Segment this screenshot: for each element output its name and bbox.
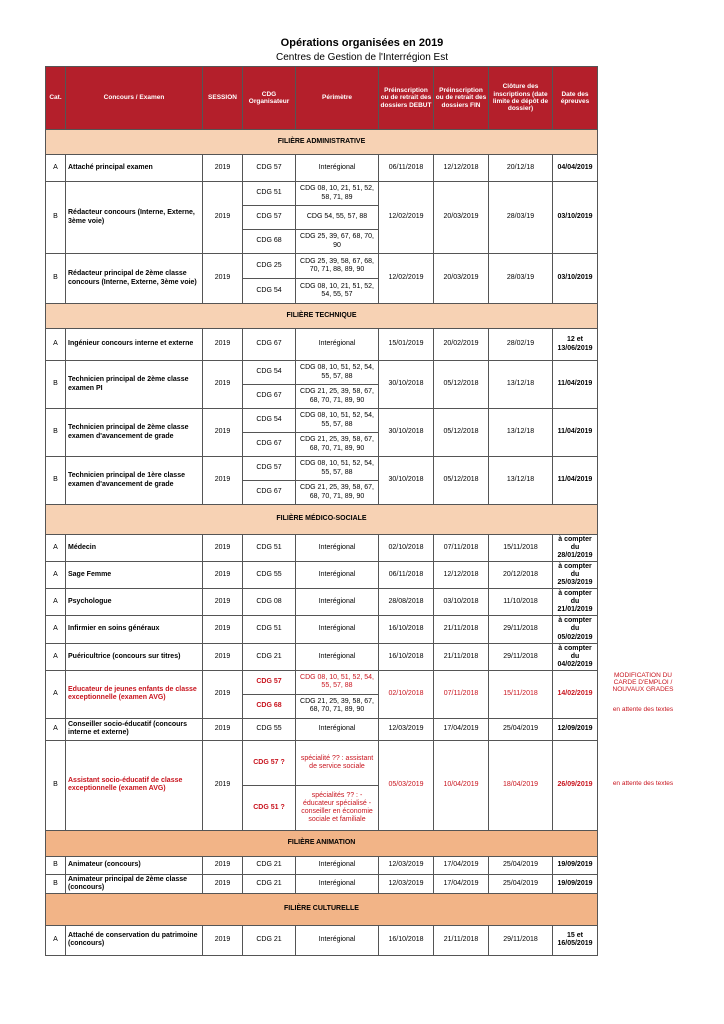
cloture-cell: 11/10/2018 [489, 589, 553, 616]
debut-cell: 06/11/2018 [379, 155, 434, 182]
cloture-cell: 28/03/19 [489, 254, 553, 304]
fin-cell: 21/11/2018 [434, 643, 489, 670]
cdg-cell: CDG 57 [243, 155, 296, 182]
cat-cell: B [46, 457, 66, 505]
debut-cell: 12/03/2019 [379, 856, 434, 874]
date-cell: 19/09/2019 [553, 874, 598, 893]
concours-name: Animateur (concours) [66, 856, 203, 874]
perimetre-cell: Interégional [296, 562, 379, 589]
cdg-cell: CDG 21 [243, 925, 296, 955]
section-title: FILIÈRE ANIMATION [46, 830, 598, 856]
perimetre-cell: Interégional [296, 856, 379, 874]
section-row-admin [46, 130, 598, 155]
fin-cell: 07/11/2018 [434, 670, 489, 718]
cat-cell: B [46, 182, 66, 254]
debut-cell: 02/10/2018 [379, 670, 434, 718]
cat-cell: B [46, 856, 66, 874]
date-cell: à compter du 21/01/2019 [553, 589, 598, 616]
concours-name: Attaché principal examen [66, 155, 203, 182]
fin-cell: 17/04/2019 [434, 856, 489, 874]
date-cell: 12/09/2019 [553, 718, 598, 740]
session-cell: 2019 [203, 856, 243, 874]
perimetre-cell: CDG 25, 39, 58, 67, 68, 70, 71, 88, 89, 90 [296, 254, 379, 279]
table-row [46, 361, 598, 385]
table-row [46, 589, 598, 616]
header-perimetre: Périmètre [296, 67, 379, 130]
table-row [46, 874, 598, 893]
fin-cell: 21/11/2018 [434, 925, 489, 955]
fin-cell: 12/12/2018 [434, 155, 489, 182]
debut-cell: 16/10/2018 [379, 643, 434, 670]
perimetre-cell: Interégional [296, 874, 379, 893]
cloture-cell: 29/11/2018 [489, 643, 553, 670]
operations-table [45, 66, 598, 956]
fin-cell: 17/04/2019 [434, 718, 489, 740]
table-row [46, 182, 598, 206]
cdg-cell: CDG 54 [243, 361, 296, 385]
perimetre-cell: Interégional [296, 535, 379, 562]
cloture-cell: 25/04/2019 [489, 874, 553, 893]
cdg-cell: CDG 67 [243, 329, 296, 361]
table-row [46, 718, 598, 740]
table-row [46, 670, 598, 694]
concours-name: Technicien principal de 1ère classe examen d'avancement de grade [66, 457, 203, 505]
table-row [46, 643, 598, 670]
section-title: FILIÈRE TECHNIQUE [46, 304, 598, 329]
table-row [46, 856, 598, 874]
cdg-cell: CDG 51 [243, 535, 296, 562]
session-cell: 2019 [203, 616, 243, 643]
table-row [46, 535, 598, 562]
perimetre-cell: CDG 08, 10, 51, 52, 54, 55, 57, 88 [296, 457, 379, 481]
table-row [46, 616, 598, 643]
concours-name: Puéricultrice (concours sur titres) [66, 643, 203, 670]
cat-cell: A [46, 925, 66, 955]
date-cell: 14/02/2019 [553, 670, 598, 718]
header-cat: Cat. [46, 67, 66, 130]
section-row-medico [46, 505, 598, 535]
fin-cell: 17/04/2019 [434, 874, 489, 893]
date-cell: 11/04/2019 [553, 409, 598, 457]
fin-cell: 07/11/2018 [434, 535, 489, 562]
debut-cell: 30/10/2018 [379, 361, 434, 409]
fin-cell: 12/12/2018 [434, 562, 489, 589]
cat-cell: A [46, 562, 66, 589]
session-cell: 2019 [203, 670, 243, 718]
debut-cell: 16/10/2018 [379, 925, 434, 955]
date-cell: 15 et 16/05/2019 [553, 925, 598, 955]
cdg-cell: CDG 25 [243, 254, 296, 279]
cdg-cell: CDG 51 ? [243, 785, 296, 830]
cat-cell: A [46, 589, 66, 616]
perimetre-cell: CDG 54, 55, 57, 88 [296, 206, 379, 230]
concours-name: Assistant socio-éducatif de classe exceptionnelle (examen AVG) [66, 740, 203, 830]
page-subtitle: Centres de Gestion de l'Interrégion Est [275, 52, 448, 63]
perimetre-cell: CDG 21, 25, 39, 58, 67, 68, 70, 71, 89, 90 [296, 481, 379, 505]
cdg-cell: CDG 55 [243, 562, 296, 589]
cat-cell: B [46, 874, 66, 893]
concours-name: Educateur de jeunes enfants de classe exceptionnelle (examen AVG) [66, 670, 203, 718]
cat-cell: B [46, 254, 66, 304]
cloture-cell: 15/11/2018 [489, 535, 553, 562]
cdg-cell: CDG 57 [243, 206, 296, 230]
perimetre-cell: spécialités ?? : - éducateur spécialisé - conseiller en économie sociale et familiale [296, 785, 379, 830]
cloture-cell: 28/03/19 [489, 182, 553, 254]
table-row [46, 155, 598, 182]
session-cell: 2019 [203, 643, 243, 670]
fin-cell: 10/04/2019 [434, 740, 489, 830]
cdg-cell: CDG 54 [243, 409, 296, 433]
perimetre-cell: Interégional [296, 155, 379, 182]
cat-cell: B [46, 409, 66, 457]
debut-cell: 06/11/2018 [379, 562, 434, 589]
debut-cell: 28/08/2018 [379, 589, 434, 616]
perimetre-cell: spécialité ?? : assistant de service sociale [296, 740, 379, 785]
cloture-cell: 20/12/2018 [489, 562, 553, 589]
cdg-cell: CDG 67 [243, 433, 296, 457]
perimetre-cell: Interégional [296, 589, 379, 616]
fin-cell: 20/03/2019 [434, 254, 489, 304]
debut-cell: 16/10/2018 [379, 616, 434, 643]
date-cell: 03/10/2019 [553, 254, 598, 304]
header-fin: Préinscription ou de retrait des dossiers FIN [434, 67, 489, 130]
debut-cell: 30/10/2018 [379, 409, 434, 457]
cdg-cell: CDG 67 [243, 385, 296, 409]
session-cell: 2019 [203, 740, 243, 830]
section-row-cult [46, 893, 598, 925]
header-concours: Concours / Examen [66, 67, 203, 130]
assistant-note-attente: en attente des textes [612, 780, 674, 788]
session-cell: 2019 [203, 457, 243, 505]
educateur-note-modification: MODIFICATION DU CARDE D'EMPLOI / NOUVAUX GRADES [612, 672, 674, 694]
debut-cell: 12/03/2019 [379, 874, 434, 893]
debut-cell: 12/02/2019 [379, 182, 434, 254]
perimetre-cell: CDG 08, 10, 21, 51, 52, 54, 55, 57 [296, 279, 379, 304]
concours-name: Psychologue [66, 589, 203, 616]
perimetre-cell: CDG 08, 10, 51, 52, 54, 55, 57, 88 [296, 670, 379, 694]
cloture-cell: 25/04/2019 [489, 856, 553, 874]
session-cell: 2019 [203, 718, 243, 740]
cat-cell: A [46, 535, 66, 562]
cloture-cell: 13/12/18 [489, 409, 553, 457]
debut-cell: 15/01/2019 [379, 329, 434, 361]
section-title: FILIÈRE MÉDICO-SOCIALE [46, 505, 598, 535]
section-row-tech [46, 304, 598, 329]
session-cell: 2019 [203, 535, 243, 562]
section-row-anim [46, 830, 598, 856]
cloture-cell: 25/04/2019 [489, 718, 553, 740]
perimetre-cell: CDG 21, 25, 39, 58, 67, 68, 70, 71, 89, 90 [296, 694, 379, 718]
cat-cell: A [46, 155, 66, 182]
cloture-cell: 29/11/2018 [489, 616, 553, 643]
cat-cell: B [46, 361, 66, 409]
session-cell: 2019 [203, 329, 243, 361]
header-date: Date des épreuves [553, 67, 598, 130]
fin-cell: 05/12/2018 [434, 457, 489, 505]
cdg-cell: CDG 08 [243, 589, 296, 616]
cat-cell: A [46, 718, 66, 740]
table-row [46, 740, 598, 785]
concours-name: Technicien principal de 2ème classe examen PI [66, 361, 203, 409]
date-cell: 11/04/2019 [553, 361, 598, 409]
table-row [46, 329, 598, 361]
perimetre-cell: CDG 21, 25, 39, 58, 67, 68, 70, 71, 89, 90 [296, 433, 379, 457]
fin-cell: 20/02/2019 [434, 329, 489, 361]
session-cell: 2019 [203, 155, 243, 182]
cdg-cell: CDG 57 ? [243, 740, 296, 785]
table-row [46, 254, 598, 279]
cdg-cell: CDG 51 [243, 182, 296, 206]
cdg-cell: CDG 57 [243, 457, 296, 481]
concours-name: Ingénieur concours interne et externe [66, 329, 203, 361]
cloture-cell: 15/11/2018 [489, 670, 553, 718]
fin-cell: 03/10/2018 [434, 589, 489, 616]
concours-name: Médecin [66, 535, 203, 562]
session-cell: 2019 [203, 874, 243, 893]
header-debut: Préinscription ou de retrait des dossiers DEBUT [379, 67, 434, 130]
perimetre-cell: CDG 08, 10, 21, 51, 52, 58, 71, 89 [296, 182, 379, 206]
concours-name: Animateur principal de 2ème classe (concours) [66, 874, 203, 893]
perimetre-cell: CDG 08, 10, 51, 52, 54, 55, 57, 88 [296, 361, 379, 385]
fin-cell: 20/03/2019 [434, 182, 489, 254]
cdg-cell: CDG 55 [243, 718, 296, 740]
cdg-cell: CDG 21 [243, 643, 296, 670]
cdg-cell: CDG 21 [243, 856, 296, 874]
perimetre-cell: CDG 25, 39, 67, 68, 70, 90 [296, 230, 379, 254]
cloture-cell: 13/12/18 [489, 361, 553, 409]
session-cell: 2019 [203, 409, 243, 457]
concours-name: Technicien principal de 2ème classe examen d'avancement de grade [66, 409, 203, 457]
date-cell: à compter du 25/03/2019 [553, 562, 598, 589]
cdg-cell: CDG 51 [243, 616, 296, 643]
cat-cell: B [46, 740, 66, 830]
session-cell: 2019 [203, 361, 243, 409]
perimetre-cell: CDG 08, 10, 51, 52, 54, 55, 57, 88 [296, 409, 379, 433]
concours-name: Rédacteur principal de 2ème classe concours (Interne, Externe, 3ème voie) [66, 254, 203, 304]
concours-name: Attaché de conservation du patrimoine (concours) [66, 925, 203, 955]
date-cell: à compter du 28/01/2019 [553, 535, 598, 562]
cat-cell: A [46, 616, 66, 643]
header-cloture: Clôture des inscriptions (date limite de dépôt de dossier) [489, 67, 553, 130]
cloture-cell: 18/04/2019 [489, 740, 553, 830]
cloture-cell: 28/02/19 [489, 329, 553, 361]
concours-name: Conseiller socio-éducatif (concours interne et externe) [66, 718, 203, 740]
page-title: Opérations organisées en 2019 [280, 37, 444, 49]
perimetre-cell: Interégional [296, 718, 379, 740]
header-cdg: CDG Organisateur [243, 67, 296, 130]
debut-cell: 02/10/2018 [379, 535, 434, 562]
header-row [46, 67, 598, 130]
cdg-cell: CDG 67 [243, 481, 296, 505]
debut-cell: 05/03/2019 [379, 740, 434, 830]
session-cell: 2019 [203, 925, 243, 955]
fin-cell: 21/11/2018 [434, 616, 489, 643]
concours-name: Infirmier en soins généraux [66, 616, 203, 643]
table-row [46, 409, 598, 433]
cdg-cell: CDG 54 [243, 279, 296, 304]
cdg-cell: CDG 68 [243, 230, 296, 254]
session-cell: 2019 [203, 182, 243, 254]
cat-cell: A [46, 670, 66, 718]
section-title: FILIÈRE CULTURELLE [46, 893, 598, 925]
date-cell: 04/04/2019 [553, 155, 598, 182]
session-cell: 2019 [203, 589, 243, 616]
session-cell: 2019 [203, 562, 243, 589]
date-cell: à compter du 04/02/2019 [553, 643, 598, 670]
date-cell: 19/09/2019 [553, 856, 598, 874]
debut-cell: 30/10/2018 [379, 457, 434, 505]
cdg-cell: CDG 21 [243, 874, 296, 893]
cdg-cell: CDG 57 [243, 670, 296, 694]
table-row [46, 457, 598, 481]
table-row [46, 925, 598, 955]
perimetre-cell: Interégional [296, 643, 379, 670]
section-title: FILIÈRE ADMINISTRATIVE [46, 130, 598, 155]
perimetre-cell: Interégional [296, 329, 379, 361]
perimetre-cell: Interégional [296, 616, 379, 643]
session-cell: 2019 [203, 254, 243, 304]
debut-cell: 12/03/2019 [379, 718, 434, 740]
perimetre-cell: CDG 21, 25, 39, 58, 67, 68, 70, 71, 89, 90 [296, 385, 379, 409]
date-cell: 03/10/2019 [553, 182, 598, 254]
header-session: SESSION [203, 67, 243, 130]
concours-name: Rédacteur concours (Interne, Externe, 3ème voie) [66, 182, 203, 254]
cat-cell: A [46, 643, 66, 670]
fin-cell: 05/12/2018 [434, 409, 489, 457]
cdg-cell: CDG 68 [243, 694, 296, 718]
educateur-note-attente: en attente des textes [612, 706, 674, 714]
perimetre-cell: Interégional [296, 925, 379, 955]
concours-name: Sage Femme [66, 562, 203, 589]
date-cell: à compter du 05/02/2019 [553, 616, 598, 643]
cloture-cell: 13/12/18 [489, 457, 553, 505]
cloture-cell: 20/12/18 [489, 155, 553, 182]
debut-cell: 12/02/2019 [379, 254, 434, 304]
date-cell: 11/04/2019 [553, 457, 598, 505]
cat-cell: A [46, 329, 66, 361]
date-cell: 26/09/2019 [553, 740, 598, 830]
date-cell: 12 et 13/06/2019 [553, 329, 598, 361]
fin-cell: 05/12/2018 [434, 361, 489, 409]
cloture-cell: 29/11/2018 [489, 925, 553, 955]
table-row [46, 562, 598, 589]
